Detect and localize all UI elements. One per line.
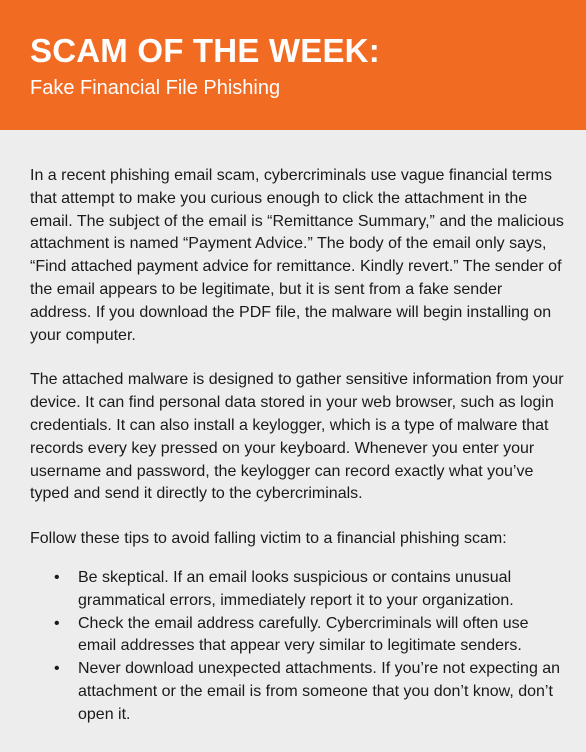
bullet-icon: • <box>54 660 60 678</box>
tip-text: Never download unexpected attachments. If you’re not expecting an attachment or the email is from someone that you don’t know, don’t open it. <box>78 660 561 723</box>
tip-item <box>54 613 564 659</box>
tip-item <box>54 658 564 726</box>
page-title: SCAM OF THE WEEK: <box>30 32 380 69</box>
tips-intro: Follow these tips to avoid falling victim to a financial phishing scam: <box>30 530 507 548</box>
tip-text: Check the email address carefully. Cybercriminals will often use email addresses that appear very similar to legitimate senders. <box>78 614 529 655</box>
malware-paragraph: The attached malware is designed to gather sensitive information from your device. It can find personal data stored in your web browser, such as login credentials. It can also install a keylogger, which is a type of malware that records every key pressed on your keyboard. Whenever you enter your username and password, the keylogger can record exactly what you’ve typed and send it directly to the cybercriminals. <box>30 371 564 503</box>
intro-paragraph: In a recent phishing email scam, cybercriminals use vague financial terms that attempt to make you curious enough to click the attachment in the email. The subject of the email is “Remittance Summary,” and the malicious attachment is named “Payment Advice.” The body of the email only says, “Find attached payment advice for remittance. Kindly revert.” The sender of the email appears to be legitimate, but it is sent from a fake sender address. If you download the PDF file, the malware will begin installing on your computer. <box>30 167 564 344</box>
bullet-icon: • <box>54 568 60 586</box>
tips-list <box>30 567 564 727</box>
bullet-icon: • <box>54 614 60 632</box>
tip-item <box>54 567 564 613</box>
header-banner <box>0 0 586 130</box>
tip-text: Be skeptical. If an email looks suspicious or contains unusual grammatical errors, immediately report it to your organization. <box>78 568 514 609</box>
page-subtitle: Fake Financial File Phishing <box>30 77 281 99</box>
article-body <box>0 130 586 727</box>
